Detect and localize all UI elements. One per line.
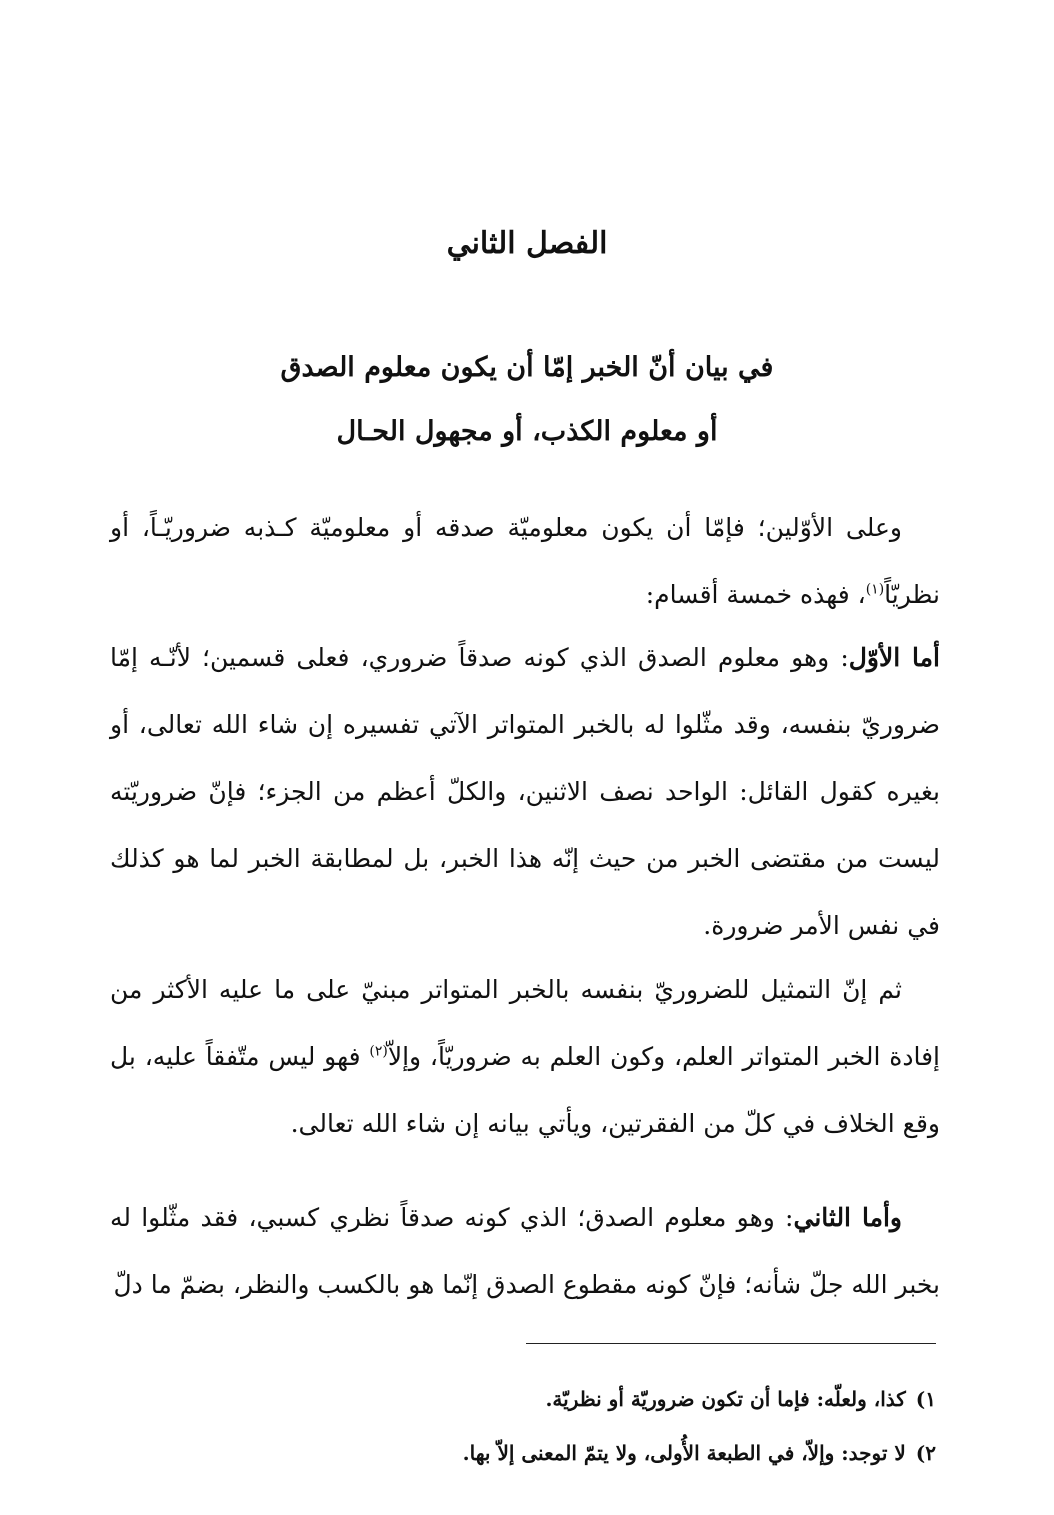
footnote-ref-2: (٢) [369, 1043, 388, 1060]
footnote-separator [526, 1343, 936, 1344]
paragraph-2-text: : وهو معلوم الصدق الذي كونه صدقاً ضروري، فعلى قسمين؛ لأنّـه إمّا ضروريّ بنفسه، وقد مثّلوا له بالخبر المتواتر الآتي تفسيره إن شاء الله تعالى، أو بغيره كقول القائل: الواحد نصف الاثنين، والكلّ أعظم من الجزء؛ فإنّ ضروريّته ليست من مقتضى الخبر من حيث إنّه هذا الخبر، بل لمطابقة الخبر لما هو كذلك في نفس الأمر ضرورة. [110, 643, 940, 940]
footnote-1 [110, 1372, 936, 1426]
footnote-1-number: ١) [915, 1387, 936, 1411]
paragraph-2-block [110, 624, 940, 959]
paragraph-1-block [110, 494, 940, 628]
paragraph-4-block [110, 1184, 940, 1318]
footnotes [110, 1372, 936, 1480]
paragraph-4 [110, 1184, 940, 1318]
paragraph-2 [110, 624, 940, 959]
paragraph-3-tail: فهو ليس متّفقاً عليه، بل وقع الخلاف في كلّ من الفقرتين، ويأتي بيانه إن شاء الله تعالى. [110, 1042, 940, 1138]
subtitle-line-1: في بيان أنّ الخبر إمّا أن يكون معلوم الصدق [280, 352, 774, 383]
paragraph-3-block [110, 956, 940, 1157]
chapter-subtitle [0, 336, 1054, 464]
footnote-1-text: كذا، ولعلّه: فإما أن تكون ضروريّة أو نظريّة. [545, 1387, 906, 1411]
paragraph-1 [110, 494, 940, 628]
footnote-ref-1: (١) [865, 581, 885, 598]
paragraph-2-lead: أما الأوّل [848, 643, 940, 672]
subtitle-line-2: أو معلوم الكذب، أو مجهول الحـال [336, 416, 718, 447]
footnote-2-text: لا توجد: وإلاّ، في الطبعة الأُولى، ولا يتمّ المعنى إلاّ بها. [462, 1441, 906, 1465]
footnote-2 [110, 1426, 936, 1480]
paragraph-4-lead: وأما الثاني [793, 1203, 903, 1232]
chapter-title: الفصل الثاني [446, 226, 608, 261]
paragraph-3-text: ثم إنّ التمثيل للضروريّ بنفسه بالخبر المتواتر مبنيّ على ما عليه الأكثر من إفادة الخبر المتواتر العلم، وكون العلم به ضروريّاً، وإلاّ [110, 975, 940, 1071]
paragraph-3 [110, 956, 940, 1157]
paragraph-1-tail: ، فهذه خمسة أقسام: [645, 580, 866, 609]
footnote-2-number: ٢) [915, 1441, 936, 1465]
paragraph-1-text: وعلى الأوّلين؛ فإمّا أن يكون معلوميّة صدقه أو معلوميّة كـذبه ضروريّـاً، أو نظريّاً [110, 513, 940, 609]
paragraph-4-text: : وهو معلوم الصدق؛ الذي كونه صدقاً نظري كسبي، فقد مثّلوا له بخبر الله جلّ شأنه؛ فإنّ كونه مقطوع الصدق إنّما هو بالكسب والنظر، بضمّ ما دلّ [110, 1203, 940, 1299]
